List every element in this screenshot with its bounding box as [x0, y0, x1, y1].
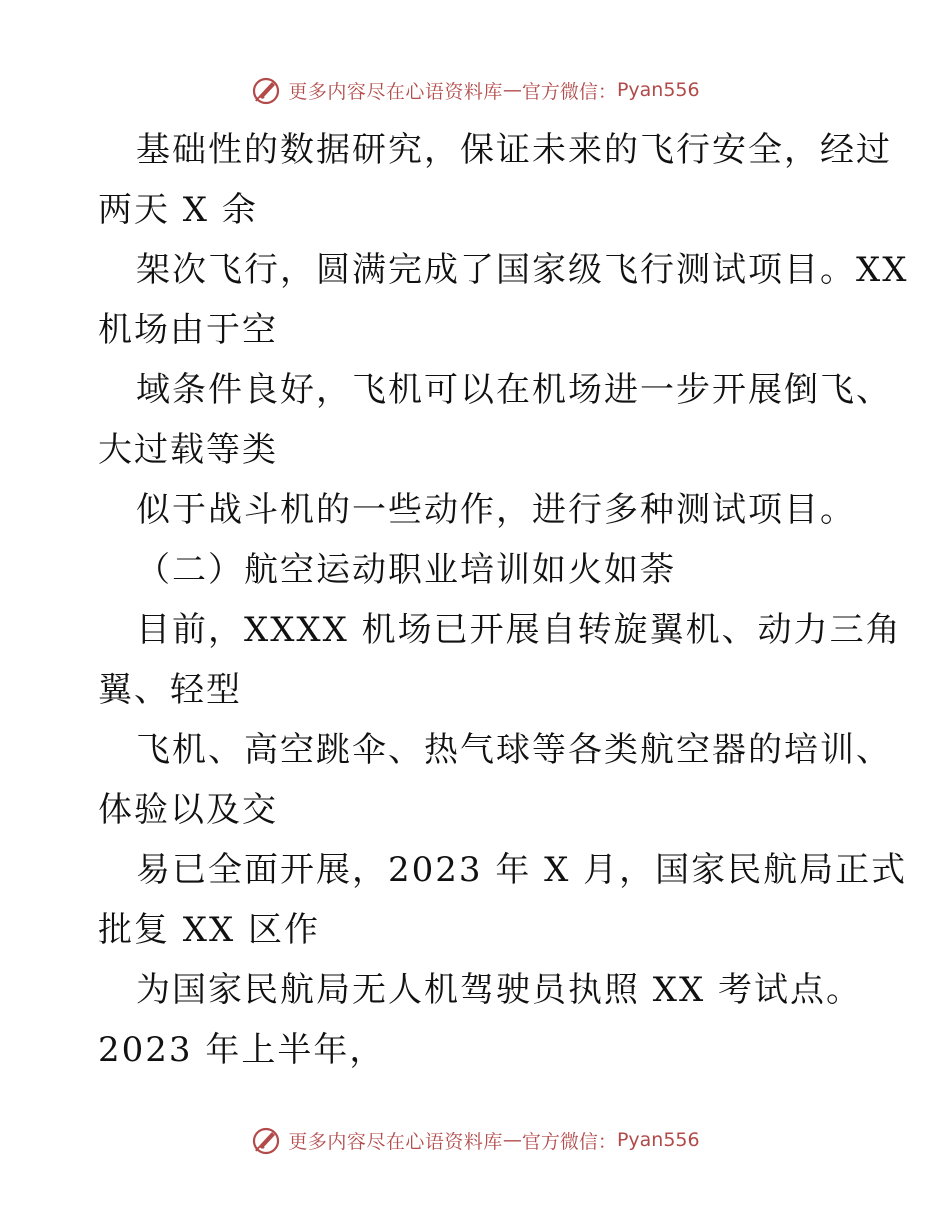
text-line: 似于战斗机的一些动作，进行多种测试项目。: [136, 490, 856, 530]
watermark-label: 官方微信：: [521, 1130, 617, 1153]
document-body: [98, 120, 909, 1080]
text-line: 架次飞行，圆满完成了国家级飞行测试项目。XX: [136, 250, 909, 290]
text-line: 大过载等类: [98, 430, 278, 470]
text-line: 体验以及交: [98, 790, 278, 830]
text-line: 为国家民航局无人机驾驶员执照 XX 考试点。: [136, 970, 863, 1010]
text-line: 基础性的数据研究，保证未来的飞行安全，经过: [136, 130, 892, 170]
footer-watermark: [0, 1120, 950, 1160]
text-line: 2023 年上半年，: [98, 1030, 386, 1070]
watermark-separator: —: [502, 79, 522, 101]
watermark-main-text: 更多内容尽在心语资料库: [288, 1130, 503, 1153]
logo-icon: [250, 74, 282, 106]
watermark-label: 官方微信：: [521, 80, 617, 103]
watermark-main-text: 更多内容尽在心语资料库: [288, 80, 503, 103]
section-heading: （二）航空运动职业培训如火如荼: [136, 550, 676, 590]
text-line: 飞机、高空跳伞、热气球等各类航空器的培训、: [136, 730, 892, 770]
text-line: 域条件良好，飞机可以在机场进一步开展倒飞、: [136, 370, 892, 410]
text-line: 目前，XXXX 机场已开展自转旋翼机、动力三角: [136, 610, 902, 650]
text-line: 机场由于空: [98, 310, 278, 350]
text-line: 批复 XX 区作: [98, 910, 321, 950]
watermark-id: Pyan556: [616, 79, 700, 101]
header-watermark: [0, 70, 950, 110]
text-line: 两天 X 余: [98, 190, 258, 230]
text-line: 易已全面开展，2023 年 X 月，国家民航局正式: [136, 850, 908, 890]
text-line: 翼、轻型: [98, 670, 242, 710]
logo-icon: [250, 1124, 282, 1156]
watermark-id: Pyan556: [616, 1129, 700, 1151]
watermark-separator: —: [502, 1129, 522, 1151]
